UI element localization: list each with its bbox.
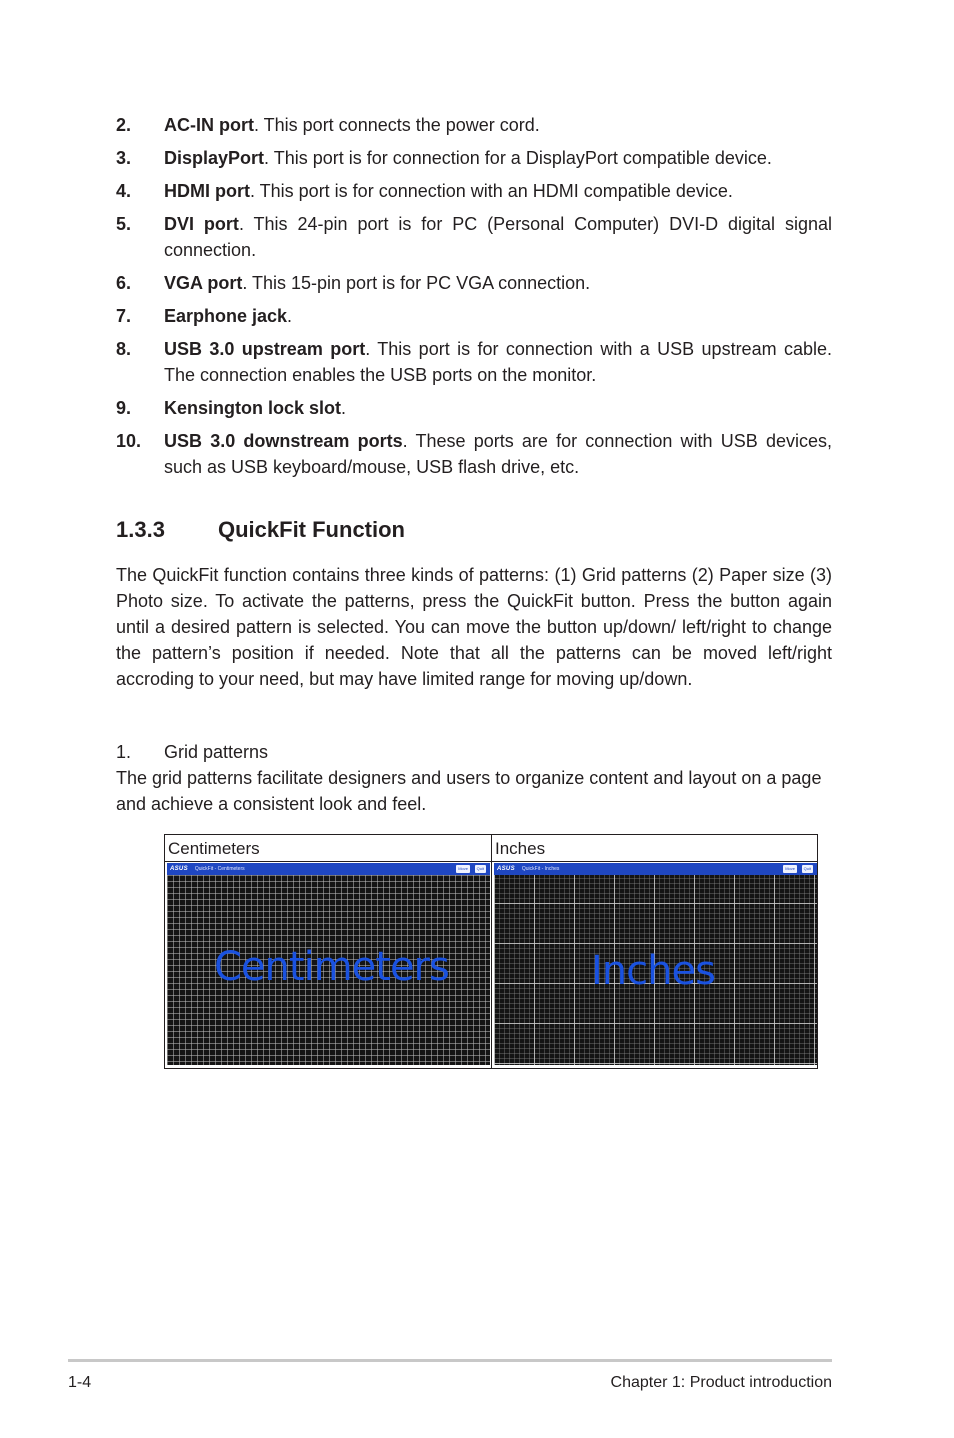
grid-description: The grid patterns facilitate designers and users to organize content and layout on a page and achieve a consistent look and feel. xyxy=(116,768,822,814)
list-item xyxy=(116,395,832,421)
item-text xyxy=(164,270,832,296)
item-term: AC-IN port xyxy=(164,115,254,135)
move-button: Move xyxy=(785,866,795,871)
item-number: 5. xyxy=(116,214,132,234)
item-number: 6. xyxy=(116,273,132,293)
item-number: 9. xyxy=(116,398,132,418)
table-header-divider xyxy=(165,861,817,862)
sub-list-item xyxy=(116,739,268,765)
item-description: . This port is for connection with an HDMI compatible device. xyxy=(249,181,733,201)
item-number: 3. xyxy=(116,148,132,168)
item-number: 4. xyxy=(116,181,132,201)
item-text xyxy=(164,211,832,263)
pattern-table xyxy=(164,834,818,1069)
page-number: 1-4 xyxy=(68,1374,92,1391)
section-heading xyxy=(116,517,405,543)
item-term: HDMI port xyxy=(164,181,250,201)
port-list xyxy=(116,112,832,487)
centimeters-grid-screenshot xyxy=(167,863,490,1065)
chapter-title: Chapter 1: Product introduction xyxy=(610,1374,832,1391)
asus-logo: ASUS xyxy=(170,866,188,872)
section-number: 1.3.3 xyxy=(116,517,165,542)
overlay-label: Centimeters xyxy=(214,944,449,990)
list-item xyxy=(116,303,832,329)
item-text xyxy=(164,428,832,480)
item-number: 7. xyxy=(116,306,132,326)
quickfit-titlebar xyxy=(494,863,817,875)
list-item xyxy=(116,112,832,138)
item-description: . xyxy=(341,398,347,418)
item-term: DisplayPort xyxy=(164,148,265,168)
item-term: Earphone jack xyxy=(164,306,288,326)
footer-divider xyxy=(68,1359,832,1362)
column-header-centimeters: Centimeters xyxy=(168,839,260,858)
item-description: . This port is for connection with a USB upstream cable. The connection enables the USB ports on the monitor. xyxy=(164,339,832,385)
overlay-label: Inches xyxy=(591,948,715,994)
list-item xyxy=(116,145,832,171)
list-item xyxy=(116,428,832,480)
item-description: . This port is for connection for a DisplayPort compatible device. xyxy=(264,148,772,168)
item-description: . xyxy=(287,306,293,326)
quit-button: Quit xyxy=(803,866,811,871)
sub-item-label: Grid patterns xyxy=(164,742,269,762)
table-divider xyxy=(491,835,492,1068)
item-description: . This port connects the power cord. xyxy=(253,115,540,135)
item-text xyxy=(164,178,832,204)
sub-item-number: 1. xyxy=(116,742,132,762)
item-term: USB 3.0 downstream ports xyxy=(164,431,403,451)
item-term: Kensington lock slot xyxy=(164,398,342,418)
item-text xyxy=(164,112,832,138)
list-item xyxy=(116,211,832,263)
item-number: 8. xyxy=(116,339,132,359)
item-text xyxy=(164,303,832,329)
asus-logo: ASUS xyxy=(497,866,515,872)
item-number: 2. xyxy=(116,115,132,135)
column-header-inches: Inches xyxy=(495,839,546,858)
quickfit-titlebar xyxy=(167,863,490,875)
inches-grid-screenshot xyxy=(494,863,817,1065)
item-number: 10. xyxy=(116,431,142,451)
section-title: QuickFit Function xyxy=(218,517,405,542)
item-text xyxy=(164,145,832,171)
move-button: Move xyxy=(458,866,468,871)
quit-button: Quit xyxy=(476,866,484,871)
list-item xyxy=(116,336,832,388)
item-term: USB 3.0 upstream port xyxy=(164,339,366,359)
list-item xyxy=(116,270,832,296)
item-text xyxy=(164,336,832,388)
titlebar-title: QuickFit - Inches xyxy=(521,866,560,872)
item-description: . These ports are for connection with USB devices, such as USB keyboard/mouse, USB flash drive, etc. xyxy=(164,431,832,477)
list-item xyxy=(116,178,832,204)
item-description: . This 24-pin port is for PC (Personal Computer) DVI-D digital signal connection. xyxy=(164,214,833,260)
item-term: VGA port xyxy=(164,273,243,293)
titlebar-title: QuickFit - Centimeters xyxy=(194,866,245,872)
item-term: DVI port xyxy=(164,214,239,234)
item-description: . This 15-pin port is for PC VGA connection. xyxy=(242,273,591,293)
intro-paragraph: The QuickFit function contains three kinds of patterns: (1) Grid patterns (2) Paper size (3) Photo size. To activate the patterns, press the QuickFit button. Press the button again until a desired pattern is selected. You can move the button up/down/ left/right to change the pattern’s position if needed. Note that all the patterns can be moved left/right accroding to your need, but may have limited range for moving up/down. xyxy=(116,565,832,689)
item-text xyxy=(164,395,832,421)
